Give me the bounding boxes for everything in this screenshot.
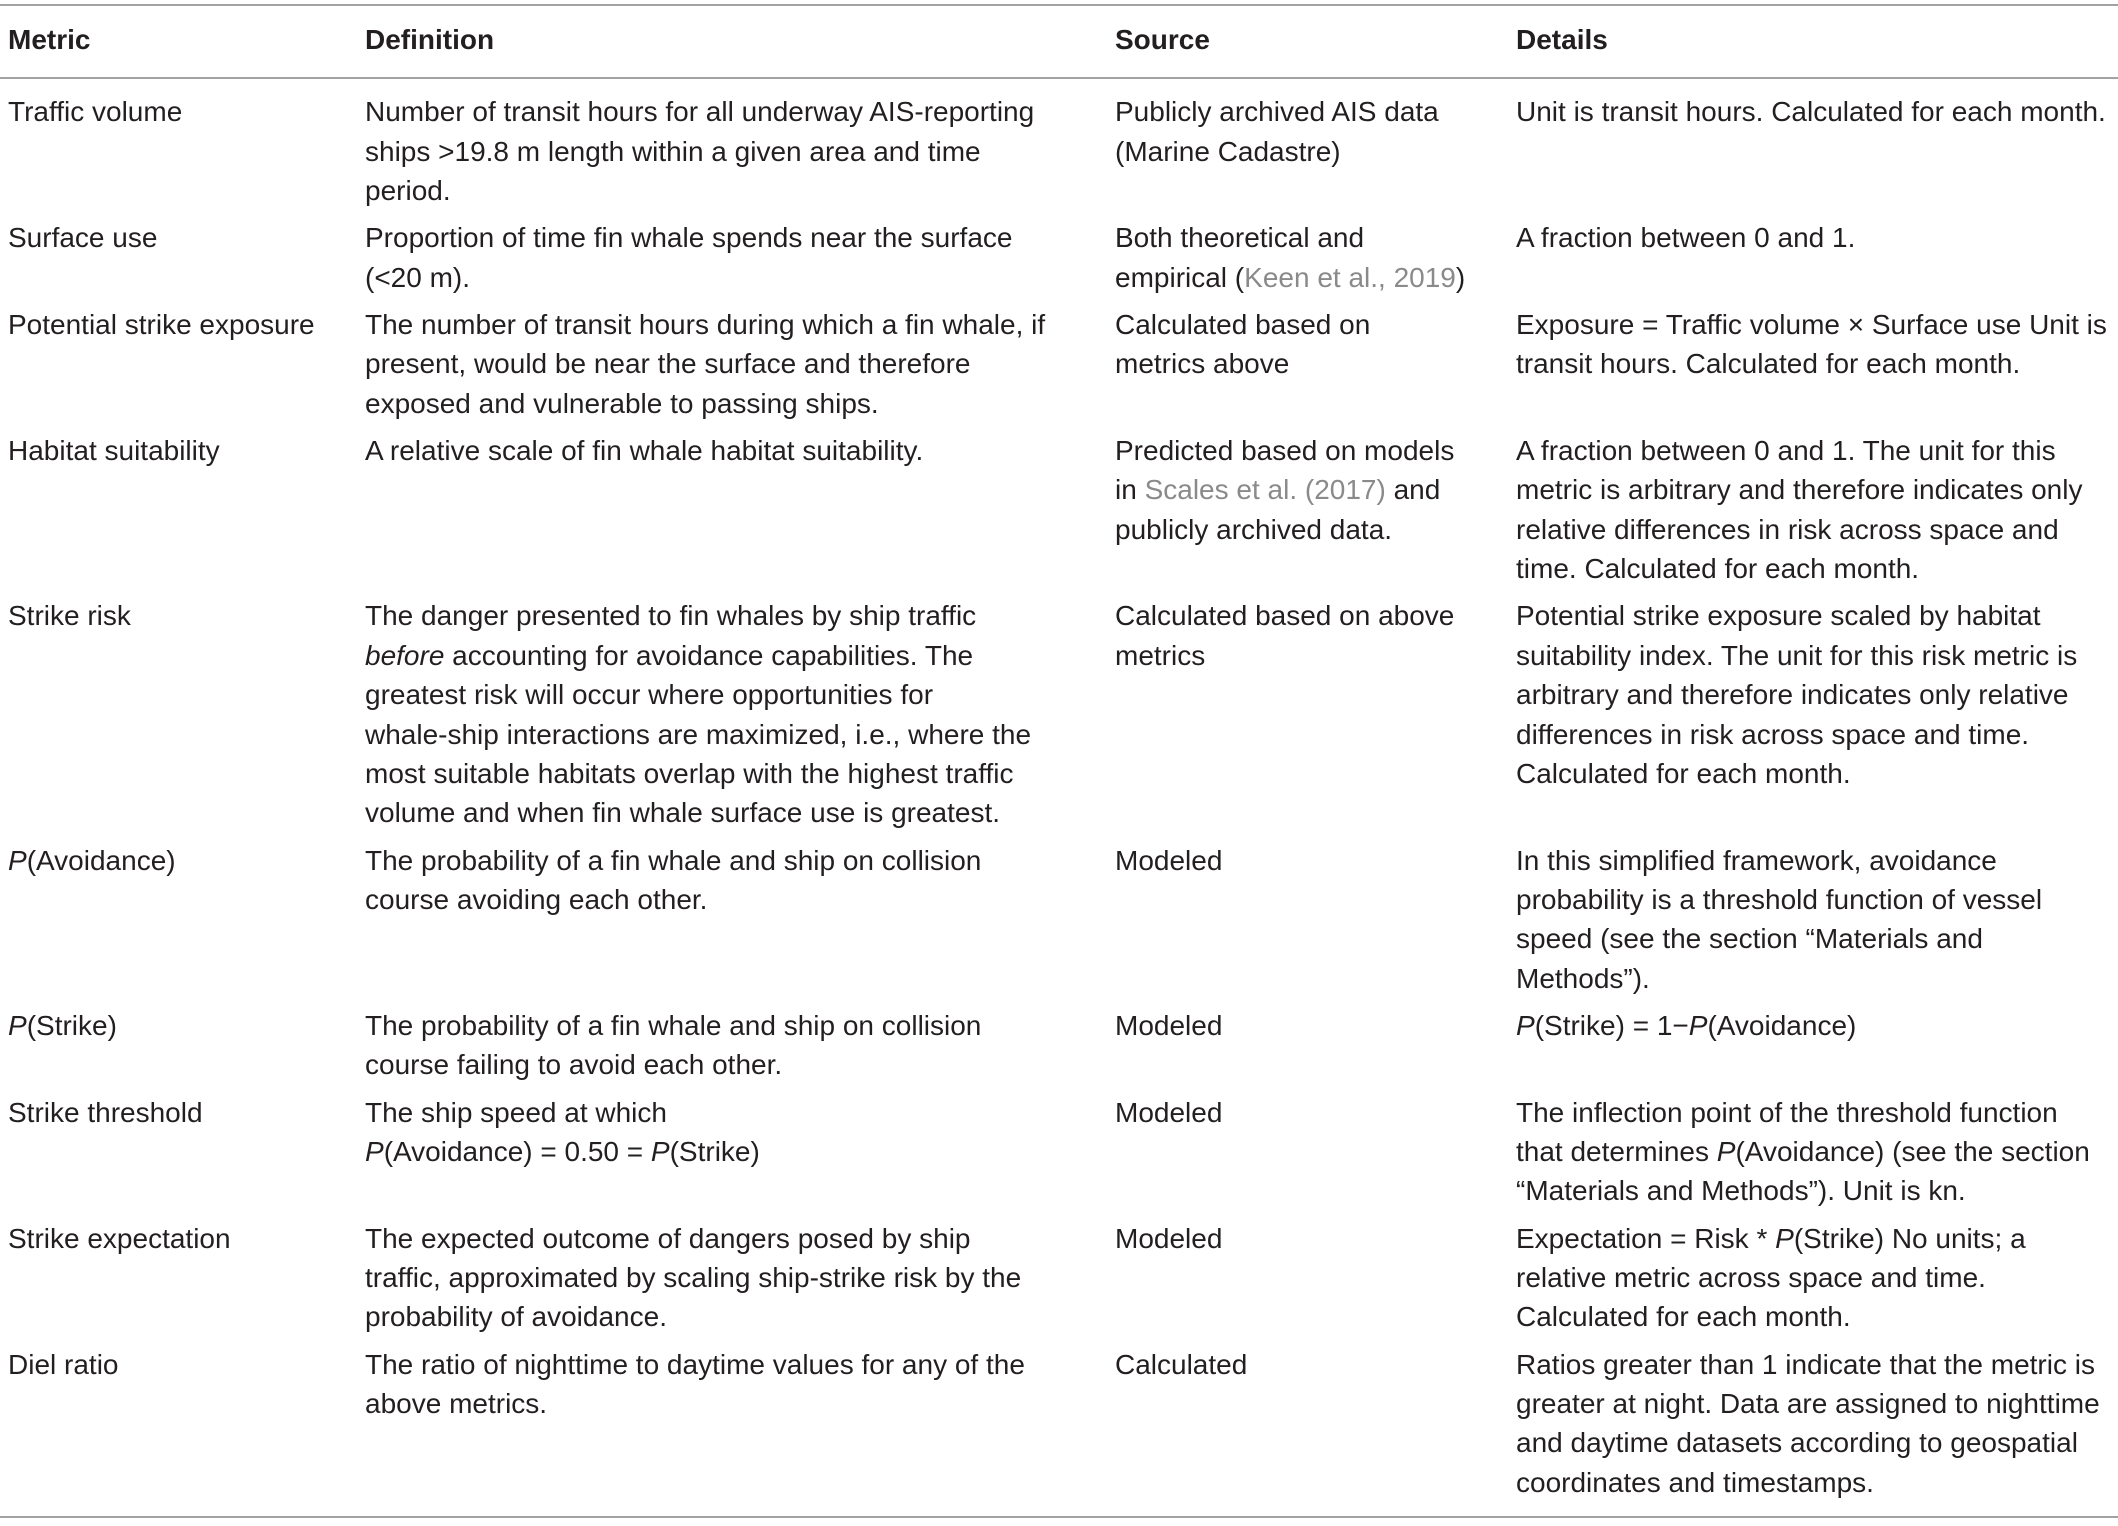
metric-cell [0, 1215, 357, 1341]
cell-line: course avoiding each other. [365, 884, 708, 916]
definition-cell [357, 427, 1107, 592]
source-cell [1107, 1341, 1508, 1517]
column-header-definition: Definition [357, 6, 1107, 79]
metric-cell [0, 1341, 357, 1517]
cell-line: Methods”). [1516, 962, 1650, 994]
metric-cell [0, 837, 357, 1002]
cell-line: arbitrary and therefore indicates only relative [1516, 679, 2069, 711]
details-cell [1508, 1341, 2118, 1517]
metric-cell [0, 1002, 357, 1089]
cell-line: The danger presented to fin whales by ship traffic [365, 600, 977, 632]
cell-line: probability is a threshold function of vessel [1516, 884, 2043, 916]
cell-line: Calculated for each month. [1516, 1301, 1851, 1333]
cell-line: Modeled [1115, 1010, 1223, 1042]
definition-cell [357, 1341, 1107, 1517]
cell-line: Strike risk [8, 600, 131, 632]
cell-line: P(Avoidance) = 0.50 = P(Strike) [365, 1136, 760, 1168]
cell-line: volume and when fin whale surface use is greatest. [365, 797, 1001, 829]
cell-line: Habitat suitability [8, 434, 220, 466]
cell-line: Expectation = Risk * P(Strike) No units; a [1516, 1222, 2026, 1254]
cell-line: period. [365, 175, 451, 207]
cell-line: coordinates and timestamps. [1516, 1466, 1874, 1498]
metric-cell [0, 427, 357, 592]
italic-text: P [650, 1136, 670, 1168]
definition-cell [357, 1002, 1107, 1089]
cell-line: The probability of a fin whale and ship on collision [365, 844, 982, 876]
cell-line: Surface use [8, 222, 158, 254]
cell-line: whale-ship interactions are maximized, i.e., where the [365, 718, 1032, 750]
source-cell [1107, 1089, 1508, 1215]
cell-line: Modeled [1115, 1096, 1223, 1128]
definition-cell [357, 593, 1107, 837]
cell-line: (Marine Cadastre) [1115, 135, 1341, 167]
cell-line: greatest risk will occur where opportunities for [365, 679, 934, 711]
table-row [0, 1002, 2118, 1089]
cell-line: Calculated based on above [1115, 600, 1455, 632]
cell-line: Number of transit hours for all underway AIS-reporting [365, 96, 1035, 128]
metric-cell [0, 1089, 357, 1215]
cell-line: The ratio of nighttime to daytime values for any of the [365, 1348, 1025, 1380]
table-row [0, 1089, 2118, 1215]
cell-line: Potential strike exposure scaled by habitat [1516, 600, 2041, 632]
column-header-metric: Metric [0, 6, 357, 79]
citation-link[interactable]: Scales et al. (2017) [1144, 474, 1386, 506]
source-cell [1107, 301, 1508, 427]
cell-line: exposed and vulnerable to passing ships. [365, 387, 879, 419]
source-cell [1107, 1002, 1508, 1089]
cell-line: Strike expectation [8, 1222, 231, 1254]
definition-cell [357, 301, 1107, 427]
cell-line: Exposure = Traffic volume × Surface use Unit is [1516, 308, 2107, 340]
cell-line: Publicly archived AIS data [1115, 96, 1439, 128]
cell-line: publicly archived data. [1115, 513, 1393, 545]
cell-line: metrics above [1115, 348, 1290, 380]
cell-line: probability of avoidance. [365, 1301, 667, 1333]
cell-line: A fraction between 0 and 1. The unit for this [1516, 434, 2056, 466]
cell-line: empirical (Keen et al., 2019) [1115, 261, 1466, 293]
source-cell [1107, 427, 1508, 592]
source-cell [1107, 837, 1508, 1002]
cell-line: relative metric across space and time. [1516, 1262, 1986, 1294]
cell-line: Traffic volume [8, 96, 183, 128]
column-header-source: Source [1107, 6, 1508, 79]
cell-line: metric is arbitrary and therefore indicates only [1516, 474, 2083, 506]
details-cell [1508, 837, 2118, 1002]
cell-line: course failing to avoid each other. [365, 1049, 783, 1081]
details-cell [1508, 1002, 2118, 1089]
cell-line: speed (see the section “Materials and [1516, 923, 1983, 955]
cell-line: Modeled [1115, 844, 1223, 876]
table-row [0, 837, 2118, 1002]
details-cell [1508, 215, 2118, 302]
details-cell [1508, 301, 2118, 427]
table-row [0, 427, 2118, 592]
cell-line: transit hours. Calculated for each month. [1516, 348, 2021, 380]
definition-cell [357, 837, 1107, 1002]
cell-line: before accounting for avoidance capabilities. The [365, 639, 974, 671]
details-cell [1508, 1215, 2118, 1341]
cell-line: The number of transit hours during which a fin whale, if [365, 308, 1046, 340]
cell-line: Ratios greater than 1 indicate that the metric is [1516, 1348, 2095, 1380]
metric-cell [0, 215, 357, 302]
header-row [0, 6, 2118, 79]
definition-cell [357, 1089, 1107, 1215]
cell-line: Calculated based on [1115, 308, 1371, 340]
cell-line: Potential strike exposure [8, 308, 315, 340]
source-cell [1107, 79, 1508, 215]
table-row [0, 1341, 2118, 1517]
cell-line: time. Calculated for each month. [1516, 553, 1920, 585]
cell-line: Calculated for each month. [1516, 758, 1851, 790]
italic-text: P [8, 844, 27, 876]
cell-line: suitability index. The unit for this risk metric is [1516, 639, 2078, 671]
cell-line: most suitable habitats overlap with the highest traffic [365, 758, 1014, 790]
cell-line: ships >19.8 m length within a given area and time [365, 135, 981, 167]
cell-line: The inflection point of the threshold function [1516, 1096, 2058, 1128]
cell-line: greater at night. Data are assigned to nighttime [1516, 1388, 2100, 1420]
table-row [0, 79, 2118, 215]
cell-line: differences in risk across space and time. [1516, 718, 2030, 750]
source-cell [1107, 1215, 1508, 1341]
cell-line: Strike threshold [8, 1096, 203, 1128]
metric-cell [0, 301, 357, 427]
table-body [0, 79, 2118, 1516]
cell-line: The expected outcome of dangers posed by ship [365, 1222, 971, 1254]
definition-cell [357, 79, 1107, 215]
cell-line: Diel ratio [8, 1348, 119, 1380]
table-row [0, 301, 2118, 427]
cell-line: traffic, approximated by scaling ship-strike risk by the [365, 1262, 1022, 1294]
definition-cell [357, 215, 1107, 302]
italic-text: P [1516, 1010, 1535, 1042]
cell-line: Modeled [1115, 1222, 1223, 1254]
column-header-details: Details [1508, 6, 2118, 79]
cell-line: In this simplified framework, avoidance [1516, 844, 1997, 876]
cell-line: present, would be near the surface and therefore [365, 348, 971, 380]
italic-text: P [8, 1010, 27, 1042]
italic-text: P [365, 1136, 384, 1168]
italic-text: P [1688, 1010, 1708, 1042]
cell-line: (<20 m). [365, 261, 471, 293]
cell-line: P(Avoidance) [8, 844, 176, 876]
cell-line: The probability of a fin whale and ship on collision [365, 1010, 982, 1042]
cell-line: Predicted based on models [1115, 434, 1455, 466]
table-header [0, 6, 2118, 79]
cell-line: “Materials and Methods”). Unit is kn. [1516, 1175, 1966, 1207]
details-cell [1508, 593, 2118, 837]
cell-line: above metrics. [365, 1388, 548, 1420]
italic-text: P [1775, 1222, 1794, 1254]
source-cell [1107, 215, 1508, 302]
metrics-table [0, 4, 2118, 1518]
cell-line: A relative scale of fin whale habitat suitability. [365, 434, 924, 466]
metric-cell [0, 79, 357, 215]
cell-line: Unit is transit hours. Calculated for each month. [1516, 96, 2106, 128]
cell-line: Proportion of time fin whale spends near the surface [365, 222, 1013, 254]
citation-link[interactable]: Keen et al., 2019 [1244, 261, 1456, 293]
table-row [0, 215, 2118, 302]
cell-line: that determines P(Avoidance) (see the section [1516, 1136, 2090, 1168]
cell-line: Calculated [1115, 1348, 1248, 1380]
cell-line: P(Strike) [8, 1010, 117, 1042]
table-row [0, 1215, 2118, 1341]
cell-line: The ship speed at which [365, 1096, 667, 1128]
source-cell [1107, 593, 1508, 837]
details-cell [1508, 79, 2118, 215]
cell-line: relative differences in risk across space and [1516, 513, 2059, 545]
definition-cell [357, 1215, 1107, 1341]
cell-line: in Scales et al. (2017) and [1115, 474, 1441, 506]
italic-text: P [1716, 1136, 1736, 1168]
details-cell [1508, 1089, 2118, 1215]
table-row [0, 593, 2118, 837]
cell-line: A fraction between 0 and 1. [1516, 222, 1856, 254]
cell-line: and daytime datasets according to geospatial [1516, 1427, 2078, 1459]
italic-text: before [365, 639, 445, 671]
cell-line: metrics [1115, 639, 1206, 671]
metric-cell [0, 593, 357, 837]
details-cell [1508, 427, 2118, 592]
cell-line: P(Strike) = 1−P(Avoidance) [1516, 1010, 1857, 1042]
cell-line: Both theoretical and [1115, 222, 1365, 254]
